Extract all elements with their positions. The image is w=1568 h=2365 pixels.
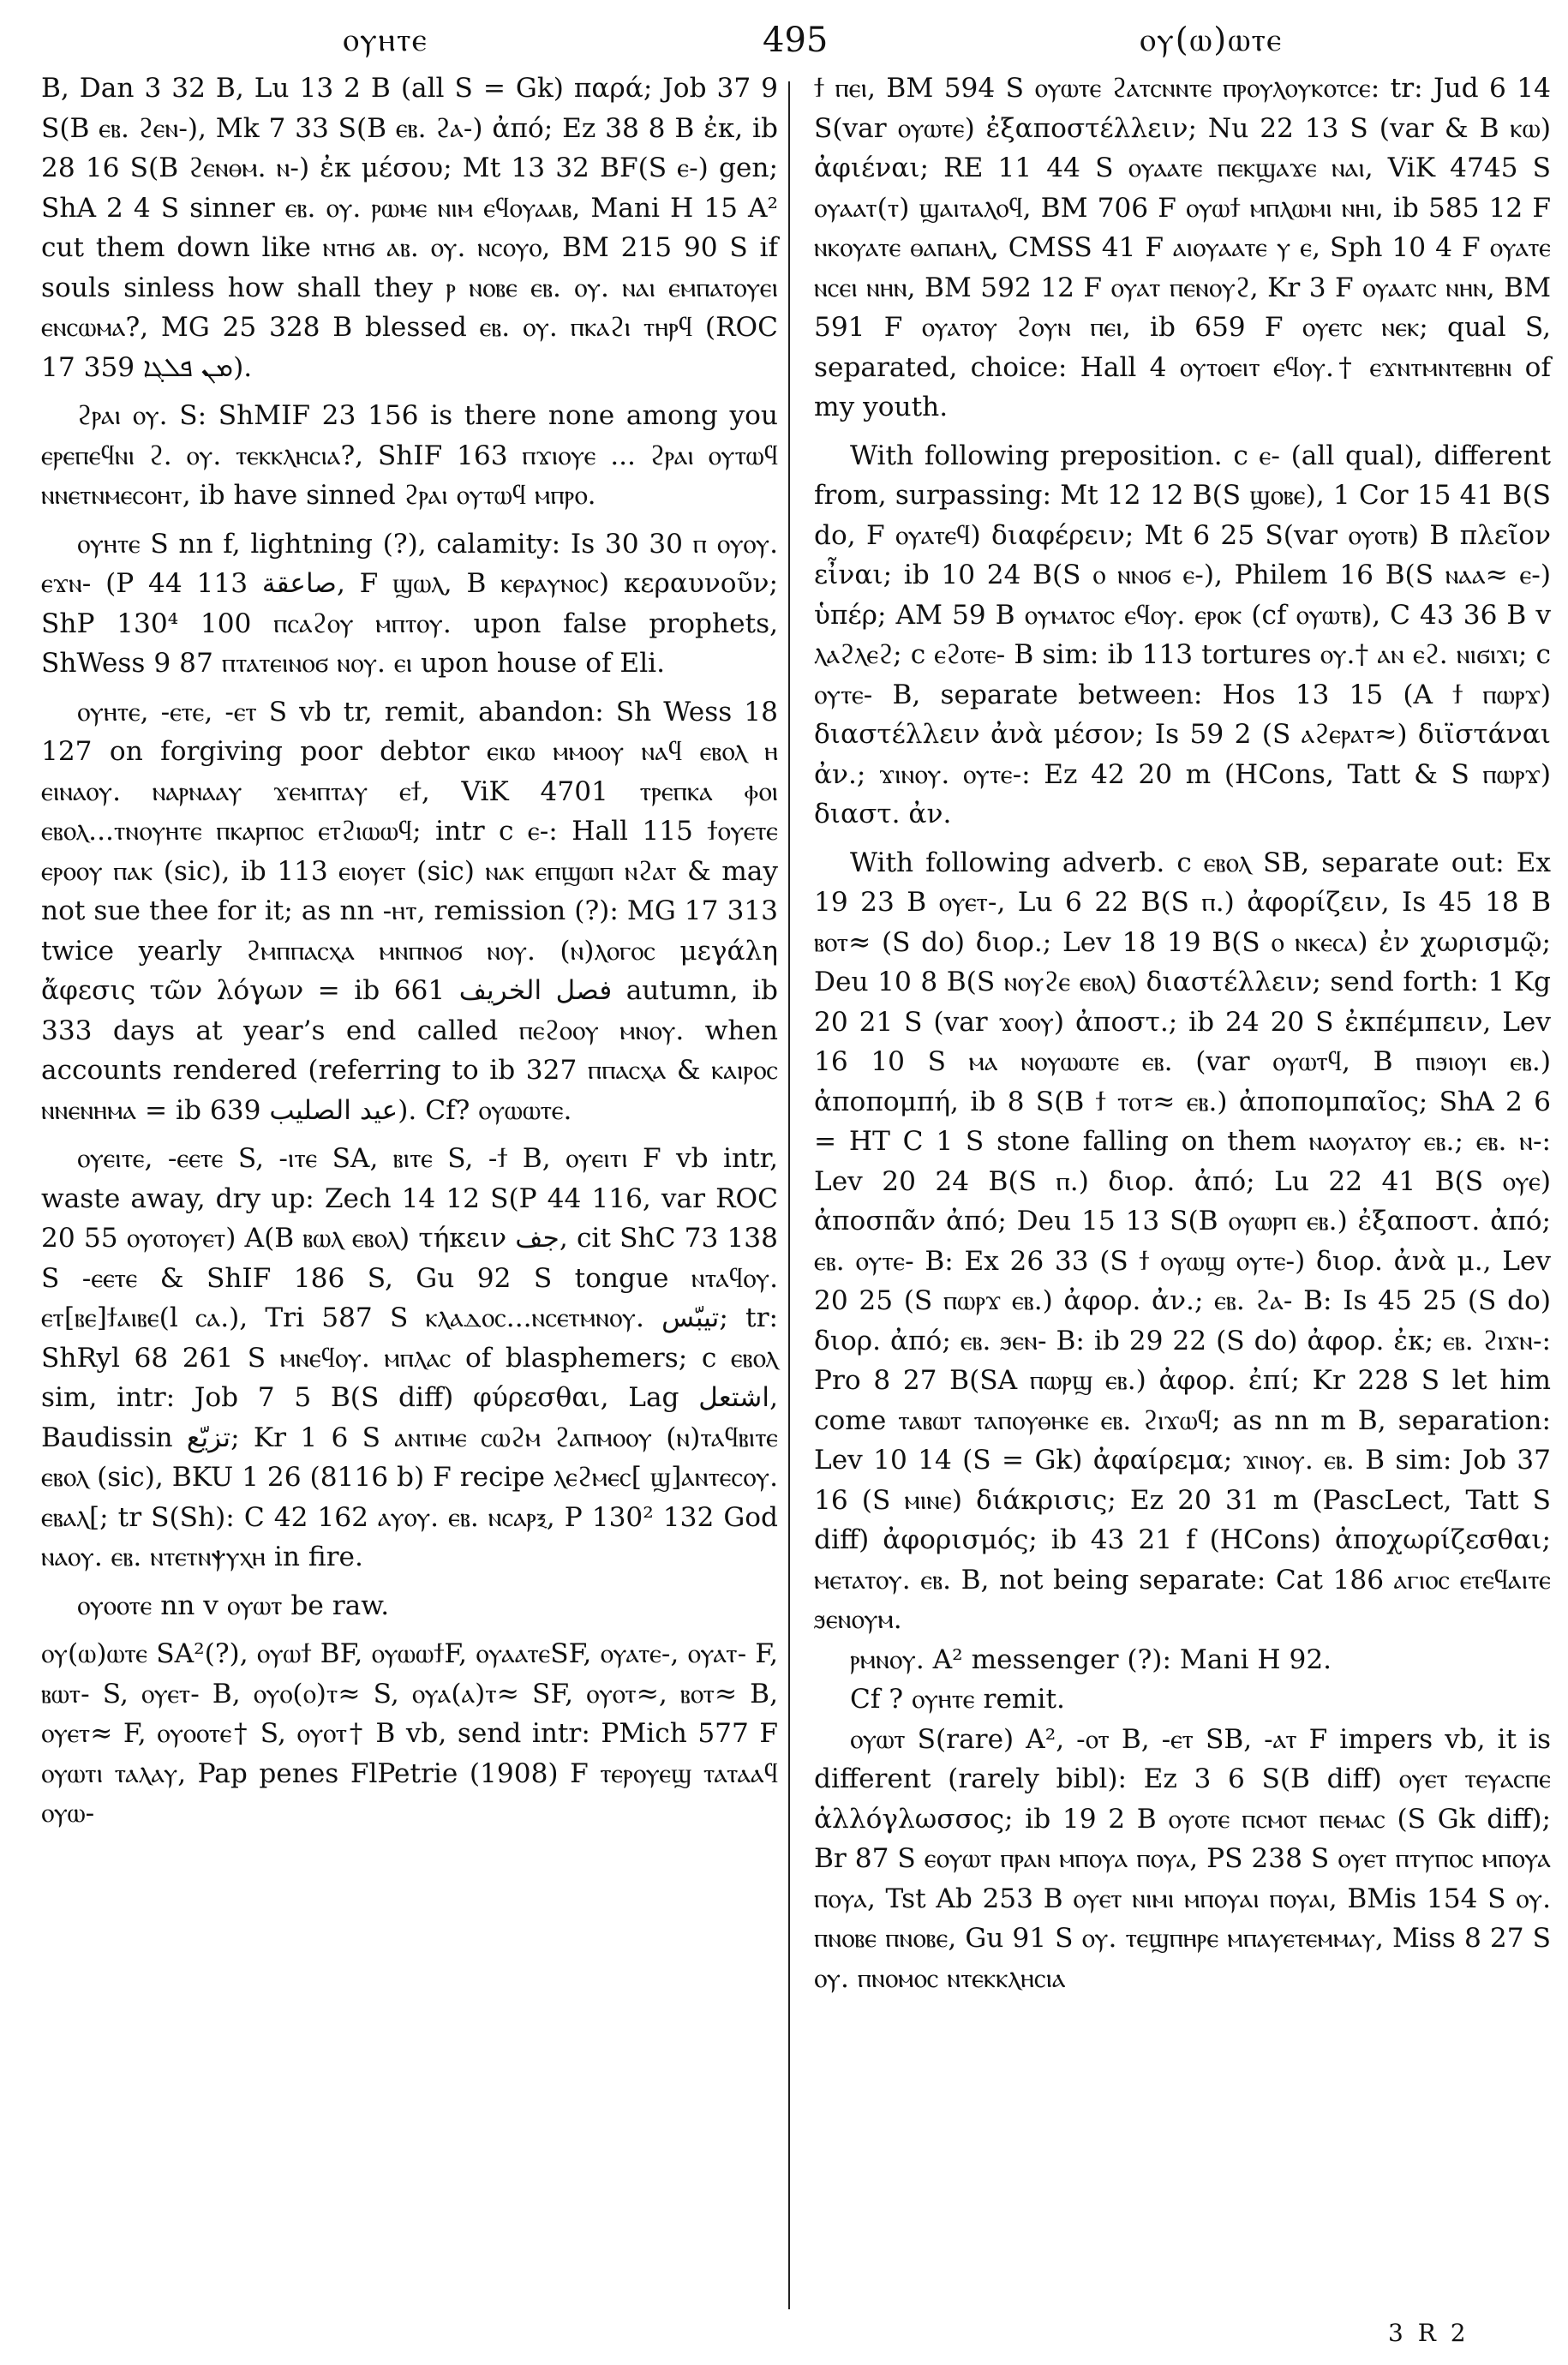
- entry-paragraph: Cf ? ⲟⲩⲏⲧⲉ remit.: [850, 1684, 1065, 1715]
- entry-paragraph: ⲟⲩⲉⲓⲧⲉ, -ⲉⲉⲧⲉ S, -ⲓⲧⲉ SA, ⲃⲓⲧⲉ S, -ϯ B, ⲟⲩⲉⲓⲧⲓ F vb intr, waste away, dry up: Zech 14 12 S(P 44 116, var ROC 20 55 ⲟⲩⲟⲧⲟⲩⲉⲧ) A(B ⲃⲱⲗ ⲉⲃⲟⲗ) τήκειν جف, cit ShC 73 138 S -ⲉⲉⲧⲉ & ShIF 186 S, Gu 92 S tongue ⲛⲧⲁϥⲟⲩ. ⲉⲧ[ⲃⲉ]ϯⲁⲓⲃⲉ(l ⲥⲁ.), Tri 587 S ⲕⲗⲁⲇⲟⲥ...ⲛⲥⲉⲧⲙⲛⲟⲩ. تيبّس; tr: ShRyl 68 261 S ⲙⲛⲉϥⲟⲩ. ⲙⲡⲗⲁⲥ of blasphemers; c ⲉⲃⲟⲗ sim, intr: Job 7 5 B(S diff) φύρεσθαι, Lag اشتعل, Baudissin تزيّع; Kr 1 6 S ⲁⲛⲧⲓⲙⲉ ⲥⲱϩⲙ ϩⲁⲡⲙⲟⲟⲩ (ⲛ)ⲧⲁϥⲃⲓⲧⲉ ⲉⲃⲟⲗ (sic), BKU 1 26 (8116 b) F recipe ⲗⲉϩⲙⲉⲥ[ ϣ]ⲁⲛⲧⲉⲥⲟⲩ. ⲉⲃⲁⲗ[; tr S(Sh): C 42 162 ⲁⲩⲟⲩ. ⲉⲃ. ⲛⲥⲁⲣⲝ, P 130² 132 God ⲛⲁⲟⲩ. ⲉⲃ. ⲛⲧⲉⲧⲛⲯⲩⲭⲏ in fire.: [41, 1143, 778, 1572]
- right-running-headword: ⲟⲩ(ⲱ)ⲱⲧⲉ: [1140, 21, 1284, 58]
- entry-paragraph: With following preposition. c ⲉ- (all qual), different from, surpassing: Mt 12 12 B(S ϣⲟⲃⲉ), 1 Cor 15 41 B(S do, F ⲟⲩⲁⲧⲉϥ) διαφέρειν; Mt 6 25 S(var ⲟⲩⲟⲧⲃ) B πλεῖον εἶναι; ib 10 24 B(S ⲟ ⲛⲛⲟϭ ⲉ-), Philem 16 B(S ⲛⲁⲁ≈ ⲉ-) ὑπέρ; AM 59 B ⲟⲩⲙⲁⲧⲟⲥ ⲉϥⲟⲩ. ⲉⲣⲟⲕ (cf ⲟⲩⲱⲧⲃ), C 43 36 B v ⲗⲁϩⲗⲉϩ; c ⲉϩⲟⲧⲉ- B sim: ib 113 tortures ⲟⲩ.† ⲁⲛ ⲉϩ. ⲛⲓϭⲓϫⲓ; c ⲟⲩⲧⲉ- B, separate between: Hos 13 15 (A ϯ ⲡⲱⲣϫ) διαστέλλειν ἀνὰ μέσον; Is 59 2 (S ⲁϩⲉⲣⲁⲧ≈) διϊστάναι ἀν.; ϫⲓⲛⲟⲩ. ⲟⲩⲧⲉ-: Ez 42 20 m (HCons, Tatt & S ⲡⲱⲣϫ) διαστ. ἀν.: [814, 440, 1551, 829]
- entry-paragraph: With following adverb. c ⲉⲃⲟⲗ SB, separate out: Ex 19 23 B ⲟⲩⲉⲧ-, Lu 6 22 B(S ⲡ.) ἀφορίζειν, Is 45 18 B ⲃⲟⲧ≈ (S do) διορ.; Lev 18 19 B(S ⲟ ⲛⲕⲉⲥⲁ) ἐν χωρισμῷ; Deu 10 8 B(S ⲛⲟⲩϩⲉ ⲉⲃⲟⲗ) διαστέλλειν; send forth: 1 Kg 20 21 S (var ϫⲟⲟⲩ) ἀποστ.; ib 24 20 S ἐκπέμπειν, Lev 16 10 S ⲙⲁ ⲛⲟⲩⲱⲱⲧⲉ ⲉⲃ. (var ⲟⲩⲱⲧϥ, B ⲡⲓϧⲓⲟⲩⲓ ⲉⲃ.) ἀποπομπή, ib 8 S(B ϯ ⲧⲟⲧ≈ ⲉⲃ.) ἀποπομπαῖος; ShA 2 6 = HT C 1 S stone falling on them ⲛⲁⲟⲩⲁⲧⲟⲩ ⲉⲃ.; ⲉⲃ. ⲛ-: Lev 20 24 B(S ⲡ.) διορ. ἀπό; Lu 22 41 B(S ⲟⲩⲉ) ἀποσπᾶν ἀπό; Deu 15 13 S(B ⲟⲩⲱⲣⲡ ⲉⲃ.) ἐξαποστ. ἀπό; ⲉⲃ. ⲟⲩⲧⲉ- B: Ex 26 33 (S ϯ ⲟⲩⲱϣ ⲟⲩⲧⲉ-) διορ. ἀνὰ μ., Lev 20 25 (S ⲡⲱⲣϫ ⲉⲃ.) ἀφορ. ἀν.; ⲉⲃ. ϩⲁ- B: Is 45 25 (S do) διορ. ἀπό; ⲉⲃ. ϧⲉⲛ- B: ib 29 22 (S do) ἀφορ. ἐκ; ⲉⲃ. ϩⲓϫⲛ-: Pro 8 27 B(SA ⲡⲱⲣϣ ⲉⲃ.) ἀφορ. ἐπί; Kr 228 S let him come ⲧⲁⲃⲱⲧ ⲧⲁⲡⲟⲩⲑⲏⲕⲉ ⲉⲃ. ϩⲓϫⲱϥ; as nn m B, separation: Lev 10 14 (S = Gk) ἀφαίρεμα; ϫⲓⲛⲟⲩ. ⲉⲃ. B sim: Job 37 16 (S ⲙⲓⲛⲉ) διάκρισις; Ez 20 31 m (PascLect, Tatt S diff) ἀφορισμός; ib 43 21 f (HCons) ἀποχωρίζεσθαι; ⲙⲉⲧⲁⲧⲟⲩ. ⲉⲃ. B, not being separate: Cat 186 ⲁⲅⲓⲟⲥ ⲉⲧⲉϥⲁⲓⲧⲉ ϧⲉⲛⲟⲩⲙ.: [814, 847, 1551, 1635]
- entry-paragraph: ⲟⲩⲏⲧⲉ S nn f, lightning (?), calamity: Is 30 30 ⲡ ⲟⲩⲟⲩ. ⲉϫⲛ- (P 44 113 صاعقة, F ϣⲱⲗ, B ⲕⲉⲣⲁⲩⲛⲟⲥ) κεραυνοῦν; ShP 130⁴ 100 ⲡⲥⲁϩⲟⲩ ⲙⲡⲧⲟⲩ. upon false prophets, ShWess 9 87 ⲡⲧⲁⲧⲉⲓⲛⲟϭ ⲛⲟⲩ. ⲉⲓ upon house of Eli.: [41, 528, 778, 679]
- entry-paragraph: ⲟⲩⲏⲧⲉ, -ⲉⲧⲉ, -ⲉⲧ S vb tr, remit, abandon: Sh Wess 18 127 on forgiving poor debtor ⲉⲓⲕⲱ ⲙⲙⲟⲟⲩ ⲛⲁϥ ⲉⲃⲟⲗ ⲏ ⲉⲓⲛⲁⲟⲩ. ⲛⲁⲣⲛⲁⲁⲩ ϫⲉⲙⲡⲧⲁⲩ ⲉϯ, ViK 4701 ⲧⲣⲉⲡⲕⲁ ⲫⲟⲓ ⲉⲃⲟⲗ...ⲧⲛⲟⲩⲏⲧⲉ ⲡⲕⲁⲣⲡⲟⲥ ⲉⲧϩⲓⲱⲱϥ; intr c ⲉ-: Hall 115 ϯⲟⲩⲉⲧⲉ ⲉⲣⲟⲟⲩ ⲡⲁⲕ (sic), ib 113 ⲉⲓⲟⲩⲉⲧ (sic) ⲛⲁⲕ ⲉⲡϣⲱⲡ ⲛϩⲁⲧ & may not sue thee for it; as nn -ⲏⲧ, remission (?): MG 17 313 twice yearly ϩⲙⲡⲡⲁⲥⲭⲁ ⲙⲛⲡⲛⲟϭ ⲛⲟⲩ. (ⲛ)ⲗⲟⲅⲟⲥ μεγάλη ἄφεσις τῶν λόγων = ib 661 فصل الخريف autumn, ib 333 days at year’s end called ⲡⲉϩⲟⲟⲩ ⲙⲛⲟⲩ. when accounts rendered (referring to ib 327 ⲡⲡⲁⲥⲭⲁ & ⲕⲁⲓⲣⲟⲥ ⲛⲛⲉⲛⲏⲙⲁ = ib 639 عيد الصليب). Cf? ⲟⲩⲱⲱⲧⲉ.: [41, 696, 778, 1126]
- entry-paragraph: ⲟⲩ(ⲱ)ⲱⲧⲉ SA²(?), ⲟⲩⲱϯ BF, ⲟⲩⲱⲱϯF, ⲟⲩⲁⲁⲧⲉSF, ⲟⲩⲁⲧⲉ-, ⲟⲩⲁⲧ- F, ⲃⲱⲧ- S, ⲟⲩⲉⲧ- B, ⲟⲩⲟ(ⲟ)ⲧ≈ S, ⲟⲩⲁ(ⲁ)ⲧ≈ SF, ⲟⲩⲟⲧ≈, ⲃⲟⲧ≈ B, ⲟⲩⲉⲧ≈ F, ⲟⲩⲟⲟⲧⲉ† S, ⲟⲩⲟⲧ† B vb, send intr: PMich 577 F ⲟⲩⲱⲧⲓ ⲧⲁⲗⲁⲩ, Pap penes FlPetrie (1908) F ⲧⲉⲣⲟⲩⲉϣ ⲧⲁⲧⲁⲁϥ ⲟⲩⲱ-: [41, 1638, 778, 1829]
- left-running-headword: ⲟⲩⲏⲧⲉ: [343, 21, 428, 58]
- left-column: [41, 69, 778, 1834]
- right-column: [814, 69, 1551, 1998]
- column-divider: [788, 81, 790, 2309]
- entry-paragraph: B, Dan 3 32 B, Lu 13 2 B (all S = Gk) παρά; Job 37 9 S(B ⲉⲃ. ϩⲉⲛ-), Mk 7 33 S(B ⲉⲃ. ϩⲁ-) ἀπό; Ez 38 8 B ἐκ, ib 28 16 S(B ϩⲉⲛⲑⲙ. ⲛ-) ἐκ μέσου; Mt 13 32 BF(S ⲉ-) gen; ShA 2 4 S sinner ⲉⲃ. ⲟⲩ. ⲣⲱⲙⲉ ⲛⲓⲙ ⲉϥⲟⲩⲁⲁⲃ, Mani H 15 A² cut them down like ⲛⲧⲏϭ ⲁⲃ. ⲟⲩ. ⲛⲥⲟⲩⲟ, BM 215 90 S if souls sinless how shall they ⲣ ⲛⲟⲃⲉ ⲉⲃ. ⲟⲩ. ⲛⲁⲓ ⲉⲙⲡⲁⲧⲟⲩⲉⲓ ⲉⲛⲥⲱⲙⲁ?, MG 25 328 B blessed ⲉⲃ. ⲟⲩ. ⲡⲕⲁϩⲓ ⲧⲏⲣϥ (ROC 17 359 ܡܢ ܦܠܓܐ).: [41, 73, 778, 383]
- entry-paragraph: ⲟⲩⲱⲧ S(rare) A², -ⲟⲧ B, -ⲉⲧ SB, -ⲁⲧ F impers vb, it is different (rarely bibl): Ez 3 6 S(B diff) ⲟⲩⲉⲧ ⲧⲉⲩⲁⲥⲡⲉ ἀλλόγλωσσος; ib 19 2 B ⲟⲩⲟⲧⲉ ⲡⲥⲙⲟⲧ ⲡⲉⲙⲁⲥ (S Gk diff); Br 87 S ⲉⲟⲩⲱⲧ ⲡⲣⲁⲛ ⲙⲡⲟⲩⲁ ⲡⲟⲩⲁ, PS 238 S ⲟⲩⲉⲧ ⲡⲧⲩⲡⲟⲥ ⲙⲡⲟⲩⲁ ⲡⲟⲩⲁ, Tst Ab 253 B ⲟⲩⲉⲧ ⲛⲓⲙⲓ ⲙⲡⲟⲩⲁⲓ ⲡⲟⲩⲁⲓ, BMis 154 S ⲟⲩ. ⲡⲛⲟⲃⲉ ⲡⲛⲟⲃⲉ, Gu 91 S ⲟⲩ. ⲧⲉϣⲡⲏⲣⲉ ⲙⲡⲁⲩⲉⲧⲉⲙⲙⲁⲩ, Miss 8 27 S ⲟⲩ. ⲡⲛⲟⲙⲟⲥ ⲛⲧⲉⲕⲕⲗⲏⲥⲓⲁ: [814, 1723, 1551, 1994]
- entry-paragraph: ⲟⲩⲟⲟⲧⲉ nn v ⲟⲩⲱⲧ be raw.: [77, 1590, 390, 1621]
- page-header: [43, 15, 1551, 67]
- signature-mark: 3 R 2: [1388, 2319, 1469, 2347]
- entry-paragraph: ⲣⲙⲛⲟⲩ. A² messenger (?): Mani H 92.: [850, 1644, 1332, 1675]
- entry-paragraph: ϯ ⲡⲉⲓ, BM 594 S ⲟⲩⲱⲧⲉ ϩⲁⲧⲥⲛⲛⲧⲉ ⲡⲣⲟⲩⲗⲟⲩⲕⲟⲧⲥⲉ: tr: Jud 6 14 S(var ⲟⲩⲱⲧⲉ) ἐξαποστέλλειν; Nu 22 13 S (var & B ⲕⲱ) ἀφιέναι; RE 11 44 S ⲟⲩⲁⲁⲧⲉ ⲡⲉⲕϣⲁϫⲉ ⲛⲁⲓ, ViK 4745 S ⲟⲩⲁⲁⲧ(ⲧ) ϣⲁⲓⲧⲁⲗⲟϥ, BM 706 F ⲟⲩⲱϯ ⲙⲡⲗⲱⲙⲓ ⲛⲏⲓ, ib 585 12 F ⲛⲕⲟⲩⲁⲧⲉ ⲑⲁⲡⲁⲏⲗ, CMSS 41 F ⲁⲓⲟⲩⲁⲁⲧⲉ ⲩ ⲉ, Sph 10 4 F ⲟⲩⲁⲧⲉ ⲛⲥⲉⲓ ⲛⲏⲛ, BM 592 12 F ⲟⲩⲁⲧ ⲡⲉⲛⲟⲩϩ, Kr 3 F ⲟⲩⲁⲁⲧⲥ ⲛⲏⲛ, BM 591 F ⲟⲩⲁⲧⲟⲩ ϩⲟⲩⲛ ⲡⲉⲓ, ib 659 F ⲟⲩⲉⲧⲥ ⲛⲉⲕ; qual S, separated, choice: Hall 4 ⲟⲩⲧⲟⲉⲓⲧ ⲉϥⲟⲩ.† ⲉϫⲛⲧⲙⲛⲧⲉⲃⲏⲛ of my youth.: [814, 73, 1551, 422]
- page-number: 495: [763, 21, 829, 60]
- entry-paragraph: ϩⲣⲁⲓ ⲟⲩ. S: ShMIF 23 156 is there none among you ⲉⲣⲉⲡⲉϥⲛⲓ ϩ. ⲟⲩ. ⲧⲉⲕⲕⲗⲏⲥⲓⲁ?, ShIF 163 ⲡϫⲓⲟⲩⲉ ... ϩⲣⲁⲓ ⲟⲩⲧⲱϥ ⲛⲛⲉⲧⲛⲙⲉⲥⲟⲏⲧ, ib have sinned ϩⲣⲁⲓ ⲟⲩⲧⲱϥ ⲙⲡⲣⲟ.: [41, 400, 778, 511]
